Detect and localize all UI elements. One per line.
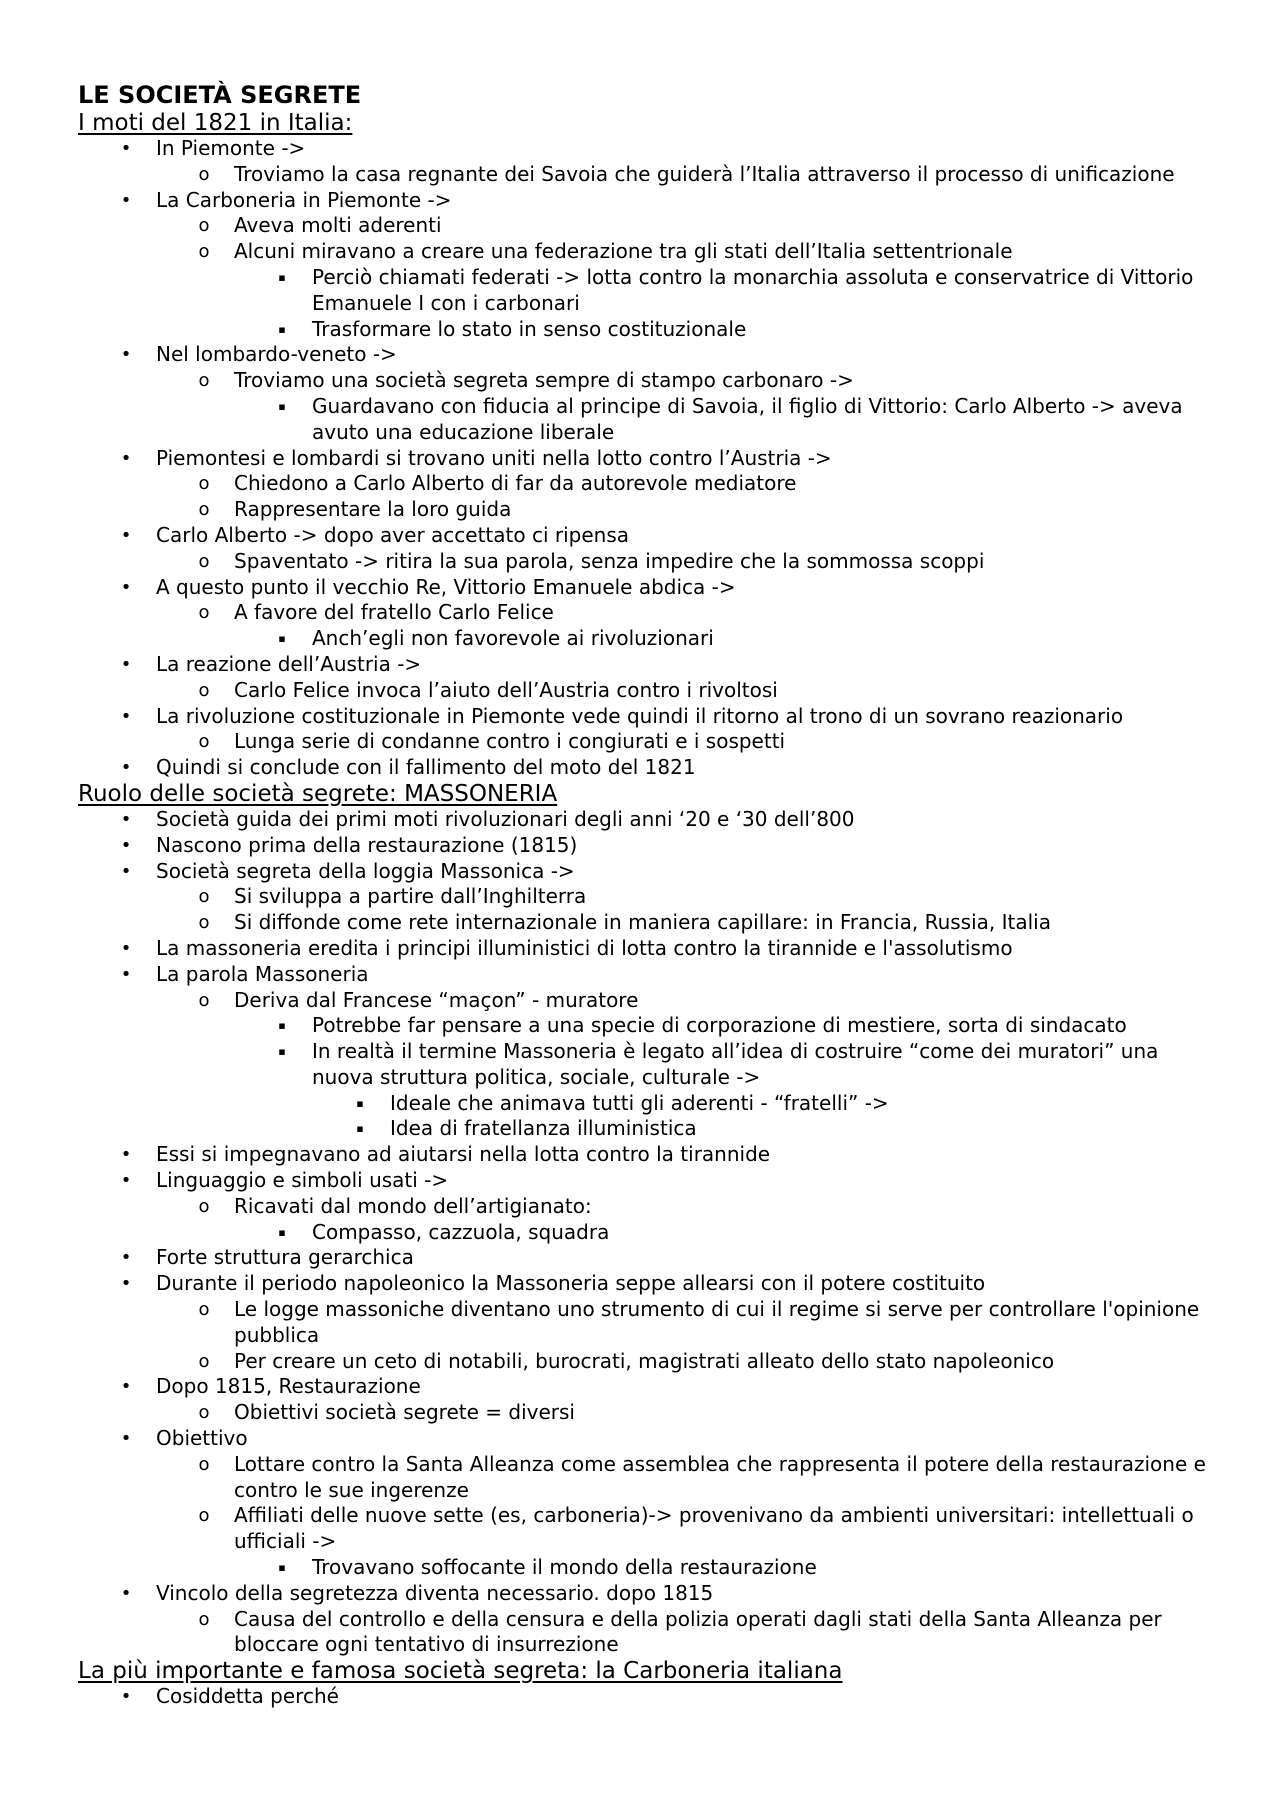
list-item — [78, 1503, 1218, 1555]
square-bullet-icon: ▪ — [356, 1122, 364, 1136]
section-heading: Ruolo delle società segrete: MASSONERIA — [78, 780, 558, 807]
bullet-icon: • — [120, 937, 132, 959]
list-item — [78, 859, 1218, 885]
list-item-text: Società guida dei primi moti rivoluzionari degli anni ‘20 e ‘30 dell’800 — [156, 806, 855, 831]
document-title: LE SOCIETÀ SEGRETE — [78, 81, 362, 109]
bullet-list — [78, 136, 1218, 781]
bullet-icon: • — [120, 1170, 132, 1192]
square-bullet-icon: ▪ — [278, 399, 286, 413]
list-item — [78, 1400, 1218, 1426]
list-item — [78, 1116, 1218, 1142]
list-item — [78, 239, 1218, 265]
list-item-text: Alcuni miravano a creare una federazione tra gli stati dell’Italia settentrionale — [234, 239, 1013, 264]
list-item — [78, 162, 1218, 188]
list-item-text: La reazione dell’Austria -> — [156, 651, 422, 676]
bullet-icon: • — [120, 757, 132, 779]
square-bullet-icon: ▪ — [356, 1096, 364, 1110]
list-item-text: La rivoluzione costituzionale in Piemonte vede quindi il ritorno al trono di un sovrano reazionario — [156, 703, 1124, 728]
list-item — [78, 678, 1218, 704]
circle-bullet-icon: o — [198, 550, 210, 572]
list-item-text: Quindi si conclude con il fallimento del moto del 1821 — [156, 755, 696, 780]
list-item-text: Trovavano soffocante il mondo della restaurazione — [312, 1555, 817, 1580]
list-item-text: A favore del fratello Carlo Felice — [234, 600, 554, 625]
list-item-text: Si diffonde come rete internazionale in maniera capillare: in Francia, Russia, Italia — [234, 910, 1051, 935]
bullet-icon: • — [120, 1428, 132, 1450]
circle-bullet-icon: o — [198, 1299, 210, 1321]
bullet-icon: • — [120, 963, 132, 985]
list-item-text: Obiettivi società segrete = diversi — [234, 1400, 575, 1425]
circle-bullet-icon: o — [198, 731, 210, 753]
list-item-text: Carlo Felice invoca l’aiuto dell’Austria contro i rivoltosi — [234, 677, 778, 702]
bullet-list — [78, 807, 1218, 1658]
list-item-text: Troviamo una società segreta sempre di stampo carbonaro -> — [234, 368, 854, 393]
list-item — [78, 523, 1218, 549]
list-item — [78, 549, 1218, 575]
list-item — [78, 471, 1218, 497]
list-item-text: Le logge massoniche diventano uno strumento di cui il regime si serve per controllare l'opinione pubblica — [234, 1297, 1200, 1347]
list-item-text: Affiliati delle nuove sette (es, carboneria)-> provenivano da ambienti universitari: intellettuali o ufficiali -> — [234, 1503, 1194, 1554]
list-item — [78, 188, 1218, 214]
list-item-text: Causa del controllo e della censura e della polizia operati dagli stati della Santa Alleanza per bloccare ogni tentativo di insurrezione — [234, 1606, 1162, 1657]
list-item-text: La massoneria eredita i principi illuministici di lotta contro la tirannide e l'assolutismo — [156, 935, 1013, 960]
bullet-icon: • — [120, 344, 132, 366]
list-item — [78, 213, 1218, 239]
circle-bullet-icon: o — [198, 215, 210, 237]
list-item — [78, 988, 1218, 1014]
list-item-text: Cosiddetta perché — [156, 1684, 339, 1709]
list-item-text: Potrebbe far pensare a una specie di corporazione di mestiere, sorta di sindacato — [312, 1013, 1127, 1038]
bullet-icon: • — [120, 1247, 132, 1269]
list-item-text: Società segreta della loggia Massonica -> — [156, 858, 575, 883]
square-bullet-icon: ▪ — [278, 1019, 286, 1033]
bullet-icon: • — [120, 860, 132, 882]
bullet-icon: • — [120, 1376, 132, 1398]
list-item — [78, 1142, 1218, 1168]
square-bullet-icon: ▪ — [278, 270, 286, 284]
list-item — [78, 575, 1218, 601]
list-item-text: Spaventato -> ritira la sua parola, senza impedire che la sommossa scoppi — [234, 548, 985, 573]
list-item — [78, 342, 1218, 368]
list-item — [78, 729, 1218, 755]
list-item — [78, 1555, 1218, 1581]
list-item — [78, 497, 1218, 523]
bullet-icon: • — [120, 653, 132, 675]
bullet-icon: • — [120, 1273, 132, 1295]
list-item — [78, 833, 1218, 859]
list-item-text: Chiedono a Carlo Alberto di far da autorevole mediatore — [234, 471, 797, 496]
list-item-text: In realtà il termine Massoneria è legato all’idea di costruire “come dei muratori” una nuova struttura politica, sociale, culturale -> — [312, 1039, 1159, 1089]
circle-bullet-icon: o — [198, 1195, 210, 1217]
square-bullet-icon: ▪ — [278, 1561, 286, 1575]
bullet-icon: • — [120, 576, 132, 598]
list-item — [78, 884, 1218, 910]
list-item — [78, 910, 1218, 936]
list-item — [78, 368, 1218, 394]
list-item — [78, 600, 1218, 626]
list-item-text: Vincolo della segretezza diventa necessario. dopo 1815 — [156, 1580, 714, 1605]
list-item-text: Perciò chiamati federati -> lotta contro la monarchia assoluta e conservatrice di Vittorio Emanuele I con i carbonari — [312, 264, 1194, 315]
list-item — [78, 1684, 1218, 1710]
list-item-text: Idea di fratellanza illuministica — [390, 1116, 697, 1141]
circle-bullet-icon: o — [198, 912, 210, 934]
bullet-icon: • — [120, 138, 132, 159]
circle-bullet-icon: o — [198, 473, 210, 495]
bullet-icon: • — [120, 808, 132, 830]
list-item — [78, 807, 1218, 833]
square-bullet-icon: ▪ — [278, 1225, 286, 1239]
list-item — [78, 1245, 1218, 1271]
list-item — [78, 1607, 1218, 1659]
circle-bullet-icon: o — [198, 241, 210, 263]
list-item-text: Durante il periodo napoleonico la Massoneria seppe allearsi con il potere costituito — [156, 1271, 986, 1296]
list-item — [78, 936, 1218, 962]
list-item-text: Si sviluppa a partire dall’Inghilterra — [234, 884, 587, 909]
document-body — [78, 80, 1218, 1710]
list-item — [78, 136, 1218, 162]
list-item-text: Compasso, cazzuola, squadra — [312, 1219, 610, 1244]
list-item-text: Obiettivo — [156, 1426, 248, 1451]
list-item — [78, 1091, 1218, 1117]
list-item — [78, 755, 1218, 781]
list-item-text: La Carboneria in Piemonte -> — [156, 187, 452, 212]
list-item-text: Ideale che animava tutti gli aderenti - “fratelli” -> — [390, 1090, 889, 1115]
list-item-text: A questo punto il vecchio Re, Vittorio Emanuele abdica -> — [156, 574, 736, 599]
list-item-text: Per creare un ceto di notabili, burocrati, magistrati alleato dello stato napoleonico — [234, 1348, 1055, 1373]
list-item-text: In Piemonte -> — [156, 136, 306, 160]
list-item — [78, 626, 1218, 652]
circle-bullet-icon: o — [198, 1608, 210, 1630]
list-item-text: Carlo Alberto -> dopo aver accettato ci ripensa — [156, 522, 629, 547]
list-item-text: Rappresentare la loro guida — [234, 497, 512, 522]
list-item-text: Lunga serie di condanne contro i congiurati e i sospetti — [234, 729, 786, 754]
list-item-text: Forte struttura gerarchica — [156, 1245, 414, 1270]
list-item — [78, 1374, 1218, 1400]
list-item — [78, 1039, 1218, 1091]
list-item — [78, 1013, 1218, 1039]
bullet-icon: • — [120, 1582, 132, 1604]
circle-bullet-icon: o — [198, 163, 210, 185]
list-item — [78, 446, 1218, 472]
list-item — [78, 394, 1218, 446]
circle-bullet-icon: o — [198, 1505, 210, 1527]
list-item-text: Nascono prima della restaurazione (1815) — [156, 832, 578, 857]
circle-bullet-icon: o — [198, 370, 210, 392]
list-item-text: Troviamo la casa regnante dei Savoia che guiderà l’Italia attraverso il processo di unificazione — [234, 161, 1175, 186]
list-item — [78, 1349, 1218, 1375]
list-item-text: Linguaggio e simboli usati -> — [156, 1168, 449, 1193]
list-item — [78, 1426, 1218, 1452]
list-item — [78, 1452, 1218, 1504]
bullet-icon: • — [120, 1144, 132, 1166]
circle-bullet-icon: o — [198, 886, 210, 908]
list-item — [78, 1581, 1218, 1607]
list-item — [78, 1168, 1218, 1194]
bullet-icon: • — [120, 189, 132, 211]
list-item — [78, 317, 1218, 343]
list-item — [78, 652, 1218, 678]
circle-bullet-icon: o — [198, 679, 210, 701]
section-heading: La più importante e famosa società segreta: la Carboneria italiana — [78, 1658, 843, 1685]
list-item-text: Deriva dal Francese “maçon” - muratore — [234, 987, 639, 1012]
section-heading: I moti del 1821 in Italia: — [78, 110, 353, 136]
square-bullet-icon: ▪ — [278, 1045, 286, 1059]
circle-bullet-icon: o — [198, 1350, 210, 1372]
list-item-text: Nel lombardo-veneto -> — [156, 342, 397, 367]
square-bullet-icon: ▪ — [278, 322, 286, 336]
bullet-list — [78, 1684, 1218, 1710]
bullet-icon: • — [120, 834, 132, 856]
bullet-icon: • — [120, 447, 132, 469]
list-item-text: Guardavano con fiducia al principe di Savoia, il figlio di Vittorio: Carlo Alberto -> aveva avuto una educazione liberale — [312, 393, 1183, 444]
list-item-text: La parola Massoneria — [156, 961, 369, 986]
list-item-text: Dopo 1815, Restaurazione — [156, 1374, 421, 1399]
bullet-icon: • — [120, 705, 132, 727]
list-item — [78, 1297, 1218, 1349]
circle-bullet-icon: o — [198, 1453, 210, 1475]
list-item-text: Ricavati dal mondo dell’artigianato: — [234, 1193, 592, 1218]
circle-bullet-icon: o — [198, 499, 210, 521]
list-item-text: Trasformare lo stato in senso costituzionale — [312, 316, 747, 341]
list-item-text: Piemontesi e lombardi si trovano uniti nella lotto contro l’Austria -> — [156, 445, 832, 470]
list-item — [78, 1220, 1218, 1246]
circle-bullet-icon: o — [198, 989, 210, 1011]
list-item-text: Essi si impegnavano ad aiutarsi nella lotta contro la tirannide — [156, 1142, 771, 1167]
circle-bullet-icon: o — [198, 602, 210, 624]
square-bullet-icon: ▪ — [278, 632, 286, 646]
list-item — [78, 962, 1218, 988]
list-item-text: Anch’egli non favorevole ai rivoluzionari — [312, 626, 714, 651]
list-item-text: Aveva molti aderenti — [234, 213, 442, 238]
circle-bullet-icon: o — [198, 1402, 210, 1424]
bullet-icon: • — [120, 524, 132, 546]
list-item — [78, 1271, 1218, 1297]
list-item — [78, 1194, 1218, 1220]
bullet-icon: • — [120, 1686, 132, 1708]
list-item — [78, 265, 1218, 317]
list-item — [78, 704, 1218, 730]
list-item-text: Lottare contro la Santa Alleanza come assemblea che rappresenta il potere della restaurazione e contro le sue ingerenze — [234, 1451, 1206, 1502]
